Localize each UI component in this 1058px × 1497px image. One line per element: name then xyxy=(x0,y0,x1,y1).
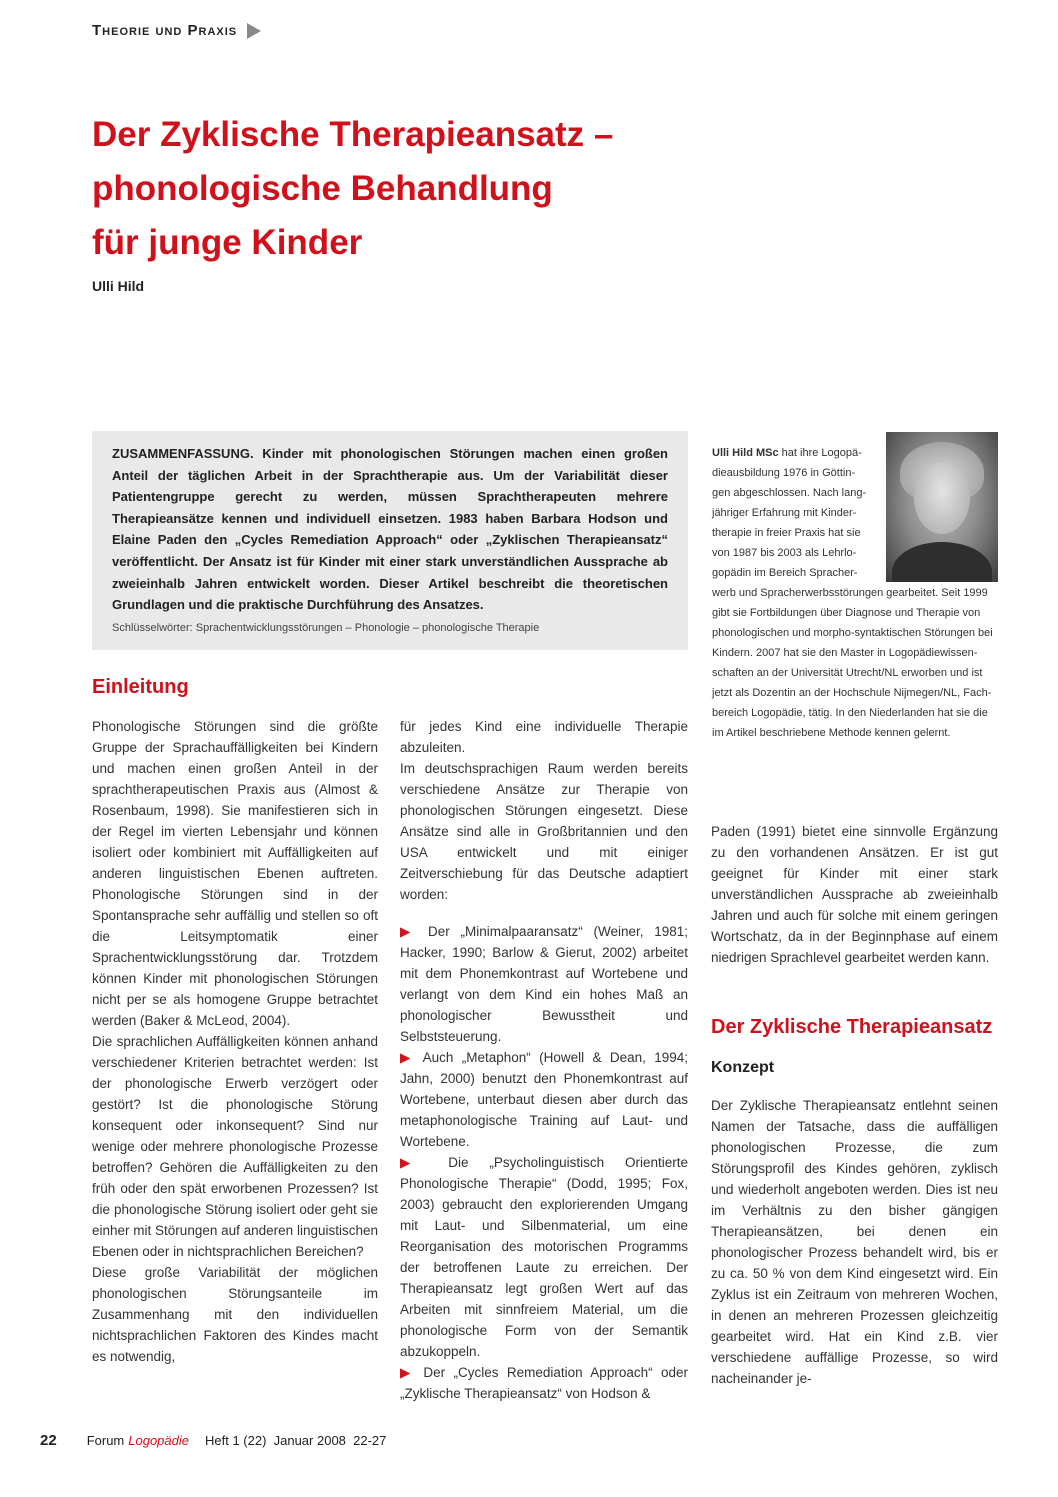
bio-line: schaften an der Universität Utrecht/NL erworben und ist xyxy=(712,667,983,679)
bio-line: werb und Spracherwerbsstörungen gearbeitet. Seit 1999 xyxy=(712,587,988,599)
bio-line: gibt sie Fortbildungen über Diagnose und Therapie von xyxy=(712,607,981,619)
heading-zyklische-therapieansatz: Der Zyklische Therapieansatz xyxy=(711,1016,993,1038)
bullet-item xyxy=(400,1152,688,1362)
paragraph: Diese große Variabilität der möglichen phonologischen Störungsanteile im Zusammenhang mit den individuellen nichtsprachlichen Faktoren des Kindes macht es notwendig, xyxy=(92,1265,378,1364)
bullet-text: Auch „Metaphon“ (Howell & Dean, 1994; Jahn, 2000) benutzt den Phonemkontrast auf Wortebene, unterbaut diesen aber durch das metaphonologische Training auf Laut- und Wortebene. xyxy=(400,1050,688,1149)
article-title xyxy=(92,108,712,270)
page-number: 22 xyxy=(40,1432,57,1449)
author-bio xyxy=(712,443,1000,743)
subheading-konzept: Konzept xyxy=(711,1059,775,1076)
bullet-item xyxy=(400,921,688,1047)
section-label: Theorie und Praxis xyxy=(92,22,238,39)
journal-logo: Logopädie xyxy=(128,1433,189,1448)
column-3-konzept xyxy=(711,1095,998,1389)
bio-line: dieausbildung 1976 in Göttin- xyxy=(712,467,856,479)
summary-box xyxy=(92,431,688,650)
column-1 xyxy=(92,716,378,1367)
bio-line: bereich Logopädie, tätig. In den Niederlanden hat sie die xyxy=(712,707,988,719)
keywords: Schlüsselwörter: Sprachentwicklungsstörungen – Phonologie – phonologische Therapie xyxy=(112,621,540,634)
issue-info: Heft 1 (22) Januar 2008 22-27 xyxy=(204,1433,387,1448)
triangle-bullet-icon: ▶ xyxy=(400,1050,415,1065)
heading-einleitung: Einleitung xyxy=(92,676,189,698)
section-tag xyxy=(92,22,261,39)
title-line-2: phonologische Behandlung xyxy=(92,169,553,208)
paragraph: Die sprachlichen Auffälligkeiten können anhand verschiedener Kriterien betrachtet werden: Ist der phonologische Erwerb verzögert oder gestört? Ist die phonologische Störung konsequent oder inkonsequent? Sind nur wenige oder mehrere phonologische Prozesse betroffen? Gehören die Auffälligkeiten zu den früh oder den spät erworbenen Prozessen? Ist die phonologische Störung isoliert oder geht sie einher mit Störungen auf anderen linguistischen Ebenen oder in nichtsprachlichen Bereichen? xyxy=(92,1034,378,1259)
triangle-arrow-icon xyxy=(247,23,261,39)
column-3-intro xyxy=(711,821,998,968)
triangle-bullet-icon: ▶ xyxy=(400,924,418,939)
triangle-bullet-icon: ▶ xyxy=(400,1365,416,1380)
bullet-text: Der „Cycles Remediation Approach“ oder „Zyklische Therapieansatz“ von Hodson & xyxy=(400,1365,688,1401)
triangle-bullet-icon: ▶ xyxy=(400,1155,428,1170)
bio-line: phonologischen und morpho-syntaktischen Störungen bei xyxy=(712,627,993,639)
paragraph: Phonologische Störungen sind die größte Gruppe der Sprachauffälligkeiten bei Kindern und machen einen großen Anteil in der sprachtherapeutischen Praxis aus (Almost & Rosenbaum, 1998). Sie manifestieren sich in der Regel im vierten Lebensjahr und können isoliert oder kombiniert mit Auffälligkeiten auf anderen linguistischen Ebenen auftreten. Phonologische Störungen sind in der Spontansprache sehr auffällig und stellen so oft die Leitsymptomatik einer Sprachentwicklungsstörung dar. Trotzdem können Kinder mit phonologischen Störungen nicht per se als homogene Gruppe betrachtet werden (Baker & McLeod, 2004). xyxy=(92,719,378,1028)
summary-text: ZUSAMMENFASSUNG. Kinder mit phonologischen Störungen machen einen großen Anteil der täglichen Arbeit in der Sprachtherapie aus. Um der Variabilität dieser Patientengruppe gerecht zu werden, müssen Sprachtherapeuten mehrere Therapieansätze kennen und individuell einsetzen. 1983 haben Barbara Hodson und Elaine Paden den „Cycles Remediation Approach“ oder „Zyklischen Therapieansatz“ veröffentlicht. Der Ansatz ist für Kinder mit einer stark unverständlichen Aussprache ab zweieinhalb Jahren entwickelt worden. Dieser Artikel beschreibt die theoretischen Grundlagen und die praktische Durchführung des Ansatzes. xyxy=(112,446,668,613)
paragraph: Paden (1991) bietet eine sinnvolle Ergänzung zu den vorhandenen Ansätzen. Er ist gut geeignet für Kinder mit einer stark unverständlichen Aussprache ab zweieinhalb Jahren und auch für solche mit einem geringen Wortschatz, da in der Beginnphase auf einem niedrigen Sprachlevel gearbeitet werden kann. xyxy=(711,824,998,965)
bio-line: jetzt als Dozentin an der Hochschule Nijmegen/NL, Fach- xyxy=(712,687,992,699)
bio-line: gen abgeschlossen. Nach lang- xyxy=(712,487,867,499)
author-name: Ulli Hild xyxy=(92,278,145,294)
title-line-1: Der Zyklische Therapieansatz – xyxy=(92,115,614,154)
bullet-item xyxy=(400,1047,688,1152)
page-footer xyxy=(40,1432,386,1449)
bullet-item xyxy=(400,1362,688,1404)
bullet-text: Die „Psycholinguistisch Orientierte Phonologische Therapie“ (Dodd, 1995; Fox, 2003) gebraucht den explorierenden Umgang mit Laut- und Silbenmaterial, um eine Reorganisation des motorischen Programms der betroffenen Laute zu erreichen. Der Therapieansatz legt großen Wert auf das Arbeiten mit sinnfreiem Material, um die phonologische Form von der Semantik abzukoppeln. xyxy=(400,1155,688,1359)
bio-line: hat ihre Logopä- xyxy=(778,447,862,459)
bio-line: gopädin im Bereich Spracher- xyxy=(712,567,858,579)
bio-line: therapie in freier Praxis hat sie xyxy=(712,527,861,539)
bio-line: im Artikel beschriebene Methode kennen gelernt. xyxy=(712,727,951,739)
bullet-text: Der „Minimalpaaransatz“ (Weiner, 1981; Hacker, 1990; Barlow & Gierut, 2002) arbeitet mit dem Phonemkontrast auf Wortebene und verlangt von dem Kind ein hohes Maß an phonologischer Bewusstheit und Selbststeuerung. xyxy=(400,924,688,1044)
paragraph: für jedes Kind eine individuelle Therapie abzuleiten. xyxy=(400,719,688,755)
title-line-3: für junge Kinder xyxy=(92,223,363,262)
bio-line: von 1987 bis 2003 als Lehrlo- xyxy=(712,547,857,559)
bio-line: jähriger Erfahrung mit Kinder- xyxy=(712,507,857,519)
column-2 xyxy=(400,716,688,1404)
paragraph: Im deutschsprachigen Raum werden bereits verschiedene Ansätze zur Therapie von phonologischen Störungen eingesetzt. Diese Ansätze sind alle in Großbritannien und den USA entwickelt und mit einiger Zeitverschiebung für das Deutsche adaptiert worden: xyxy=(400,761,688,902)
paragraph: Der Zyklische Therapieansatz entlehnt seinen Namen der Tatsache, dass die auffälligen phonologischen Prozesse, die zum Störungsprofil des Kindes gehören, zyklisch und wiederholt angeboten werden. Dies ist neu im Verhältnis zu den bisher gängigen Therapieansätzen, bei denen ein phonologischer Prozess behandelt wird, bis er zu ca. 50 % von dem Kind eingesetzt wird. Ein Zyklus ist ein Zeitraum von mehreren Wochen, in denen an mehreren Prozessen gleichzeitig gearbeitet wird. Hat ein Kind z.B. vier verschiedene auffällige Prozesse, so wird nacheinander je- xyxy=(711,1098,998,1386)
journal-forum: Forum xyxy=(86,1433,125,1448)
bio-name: Ulli Hild MSc xyxy=(712,447,779,459)
bio-line: Kindern. 2007 hat sie den Master in Logopädiewissen- xyxy=(712,647,978,659)
